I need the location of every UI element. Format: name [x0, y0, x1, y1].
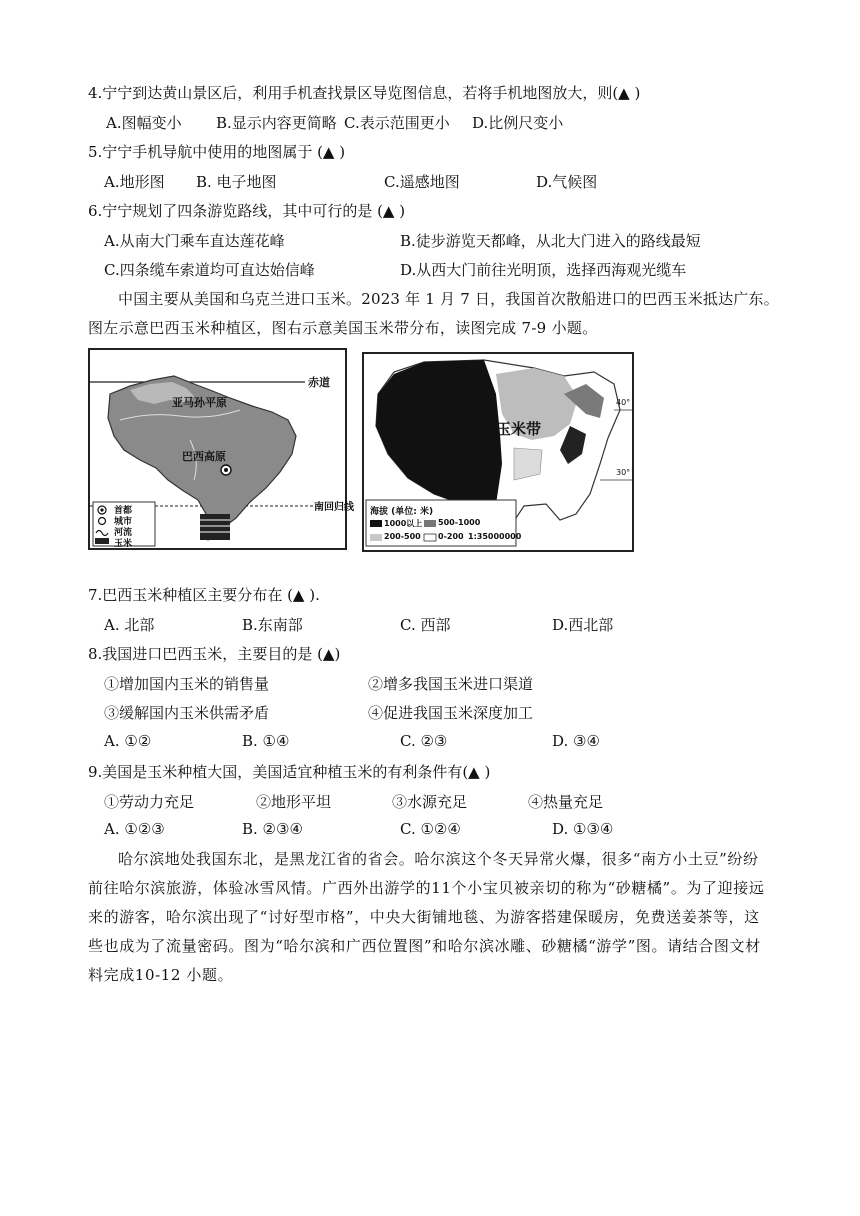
q9-stem: 9.美国是玉米种植大国，美国适宜种植玉米的有利条件有(▲ ) — [88, 763, 491, 781]
q8-option-b: B. ①④ — [242, 732, 290, 750]
lat-30-label: 30° — [616, 468, 631, 477]
q9-item-1: ①劳动力充足 — [104, 793, 195, 811]
q9-option-c: C. ①②④ — [400, 820, 461, 838]
q6-option-c: C.四条缆车索道均可直达始信峰 — [104, 261, 315, 279]
elevation-legend-title: 海拔 (单位: 米) — [370, 507, 434, 517]
equator-label: 赤道 — [308, 376, 330, 389]
q9-option-a: A. ①②③ — [104, 820, 165, 838]
lat-40-label: 40° — [616, 398, 631, 407]
intro-line-2: 图左示意巴西玉米种植区，图右示意美国玉米带分布，读图完成 7-9 小题。 — [88, 319, 598, 337]
corn-area-hatching — [200, 514, 230, 540]
intro-line-1: 中国主要从美国和乌克兰进口玉米。2023 年 1 月 7 日，我国首次散船进口的巴西玉米抵达广东。 — [118, 290, 779, 308]
q6-option-b: B.徒步游览天都峰，从北大门进入的路线最短 — [400, 232, 701, 250]
q7-option-b: B.东南部 — [242, 616, 303, 634]
q9-item-4: ④热量充足 — [528, 793, 604, 811]
legend-corn: 玉米 — [114, 539, 133, 549]
legend-river: 河流 — [114, 528, 133, 538]
q5-option-c: C.遥感地图 — [384, 173, 460, 191]
q5-option-b: B. 电子地图 — [196, 173, 277, 191]
q5-option-d: D.气候图 — [536, 173, 598, 191]
q4-option-a: A.图幅变小 — [106, 114, 182, 132]
legend-0-200: 0-200 — [438, 532, 464, 541]
q7-stem: 7.巴西玉米种植区主要分布在 (▲ ). — [88, 586, 320, 604]
q7-option-a: A. 北部 — [104, 616, 155, 634]
q9-option-b: B. ②③④ — [242, 820, 303, 838]
passage-10-12: 哈尔滨地处我国东北，是黑龙江省的省会。哈尔滨这个冬天异常火爆，很多“南方小土豆”纷纷前往哈尔滨旅游，体验冰雪风情。广西外出游学的11个小宝贝被亲切的称为“砂糖橘”。为了迎接远来的游客，哈尔滨出现了“讨好型市格”，中央大街铺地毯、为游客搭建保暖房，免费送姜茶等，这些也成为了流量密码。图为“哈尔滨和广西位置图”和哈尔滨冰雕、砂糖橘“游学”图。请结合图文材料完成10-12 小题。 — [88, 850, 765, 984]
q8-option-d: D. ③④ — [552, 732, 600, 750]
q5-stem: 5.宁宁手机导航中使用的地图属于 (▲ ) — [88, 143, 346, 161]
amazon-label: 亚马孙平原 — [172, 396, 227, 409]
corn-belt-label: 玉米带 — [496, 420, 542, 438]
q9-item-2: ②地形平坦 — [256, 793, 332, 811]
q8-option-c: C. ②③ — [400, 732, 448, 750]
legend-capital: 首都 — [114, 506, 133, 516]
q4-option-c: C.表示范围更小 — [344, 114, 450, 132]
q4-option-d: D.比例尺变小 — [472, 114, 564, 132]
q8-item-4: ④促进我国玉米深度加工 — [368, 704, 534, 722]
q8-item-2: ②增多我国玉米进口渠道 — [368, 675, 534, 693]
brazil-corn-map — [88, 348, 354, 550]
q4-option-b: B.显示内容更简略 — [216, 114, 337, 132]
tropic-label: 南回归线 — [314, 502, 354, 513]
legend-200-500: 200-500 — [384, 532, 421, 541]
legend-city: 城市 — [114, 517, 133, 527]
q6-option-a: A.从南大门乘车直达莲花峰 — [104, 232, 285, 250]
q9-item-3: ③水源充足 — [392, 793, 468, 811]
q8-option-a: A. ①② — [104, 732, 152, 750]
q7-option-c: C. 西部 — [400, 616, 451, 634]
q7-option-d: D.西北部 — [552, 616, 614, 634]
q8-stem: 8.我国进口巴西玉米，主要目的是 (▲) — [88, 645, 341, 663]
legend-over-1000: 1000以上 — [384, 519, 423, 528]
usa-corn-belt-map — [362, 352, 634, 552]
legend-500-1000: 500-1000 — [438, 518, 481, 527]
plateau-label: 巴西高原 — [182, 450, 226, 463]
map-scale: 1:35000000 — [468, 532, 522, 541]
q6-option-d: D.从西大门前往光明顶，选择西海观光缆车 — [400, 261, 687, 279]
q4-stem: 4.宁宁到达黄山景区后，利用手机查找景区导览图信息，若将手机地图放大，则(▲ ) — [88, 84, 641, 102]
q5-option-a: A.地形图 — [104, 173, 165, 191]
q8-item-3: ③缓解国内玉米供需矛盾 — [104, 704, 270, 722]
q9-option-d: D. ①③④ — [552, 820, 614, 838]
q6-stem: 6.宁宁规划了四条游览路线，其中可行的是 (▲ ) — [88, 202, 406, 220]
q8-item-1: ①增加国内玉米的销售量 — [104, 675, 270, 693]
